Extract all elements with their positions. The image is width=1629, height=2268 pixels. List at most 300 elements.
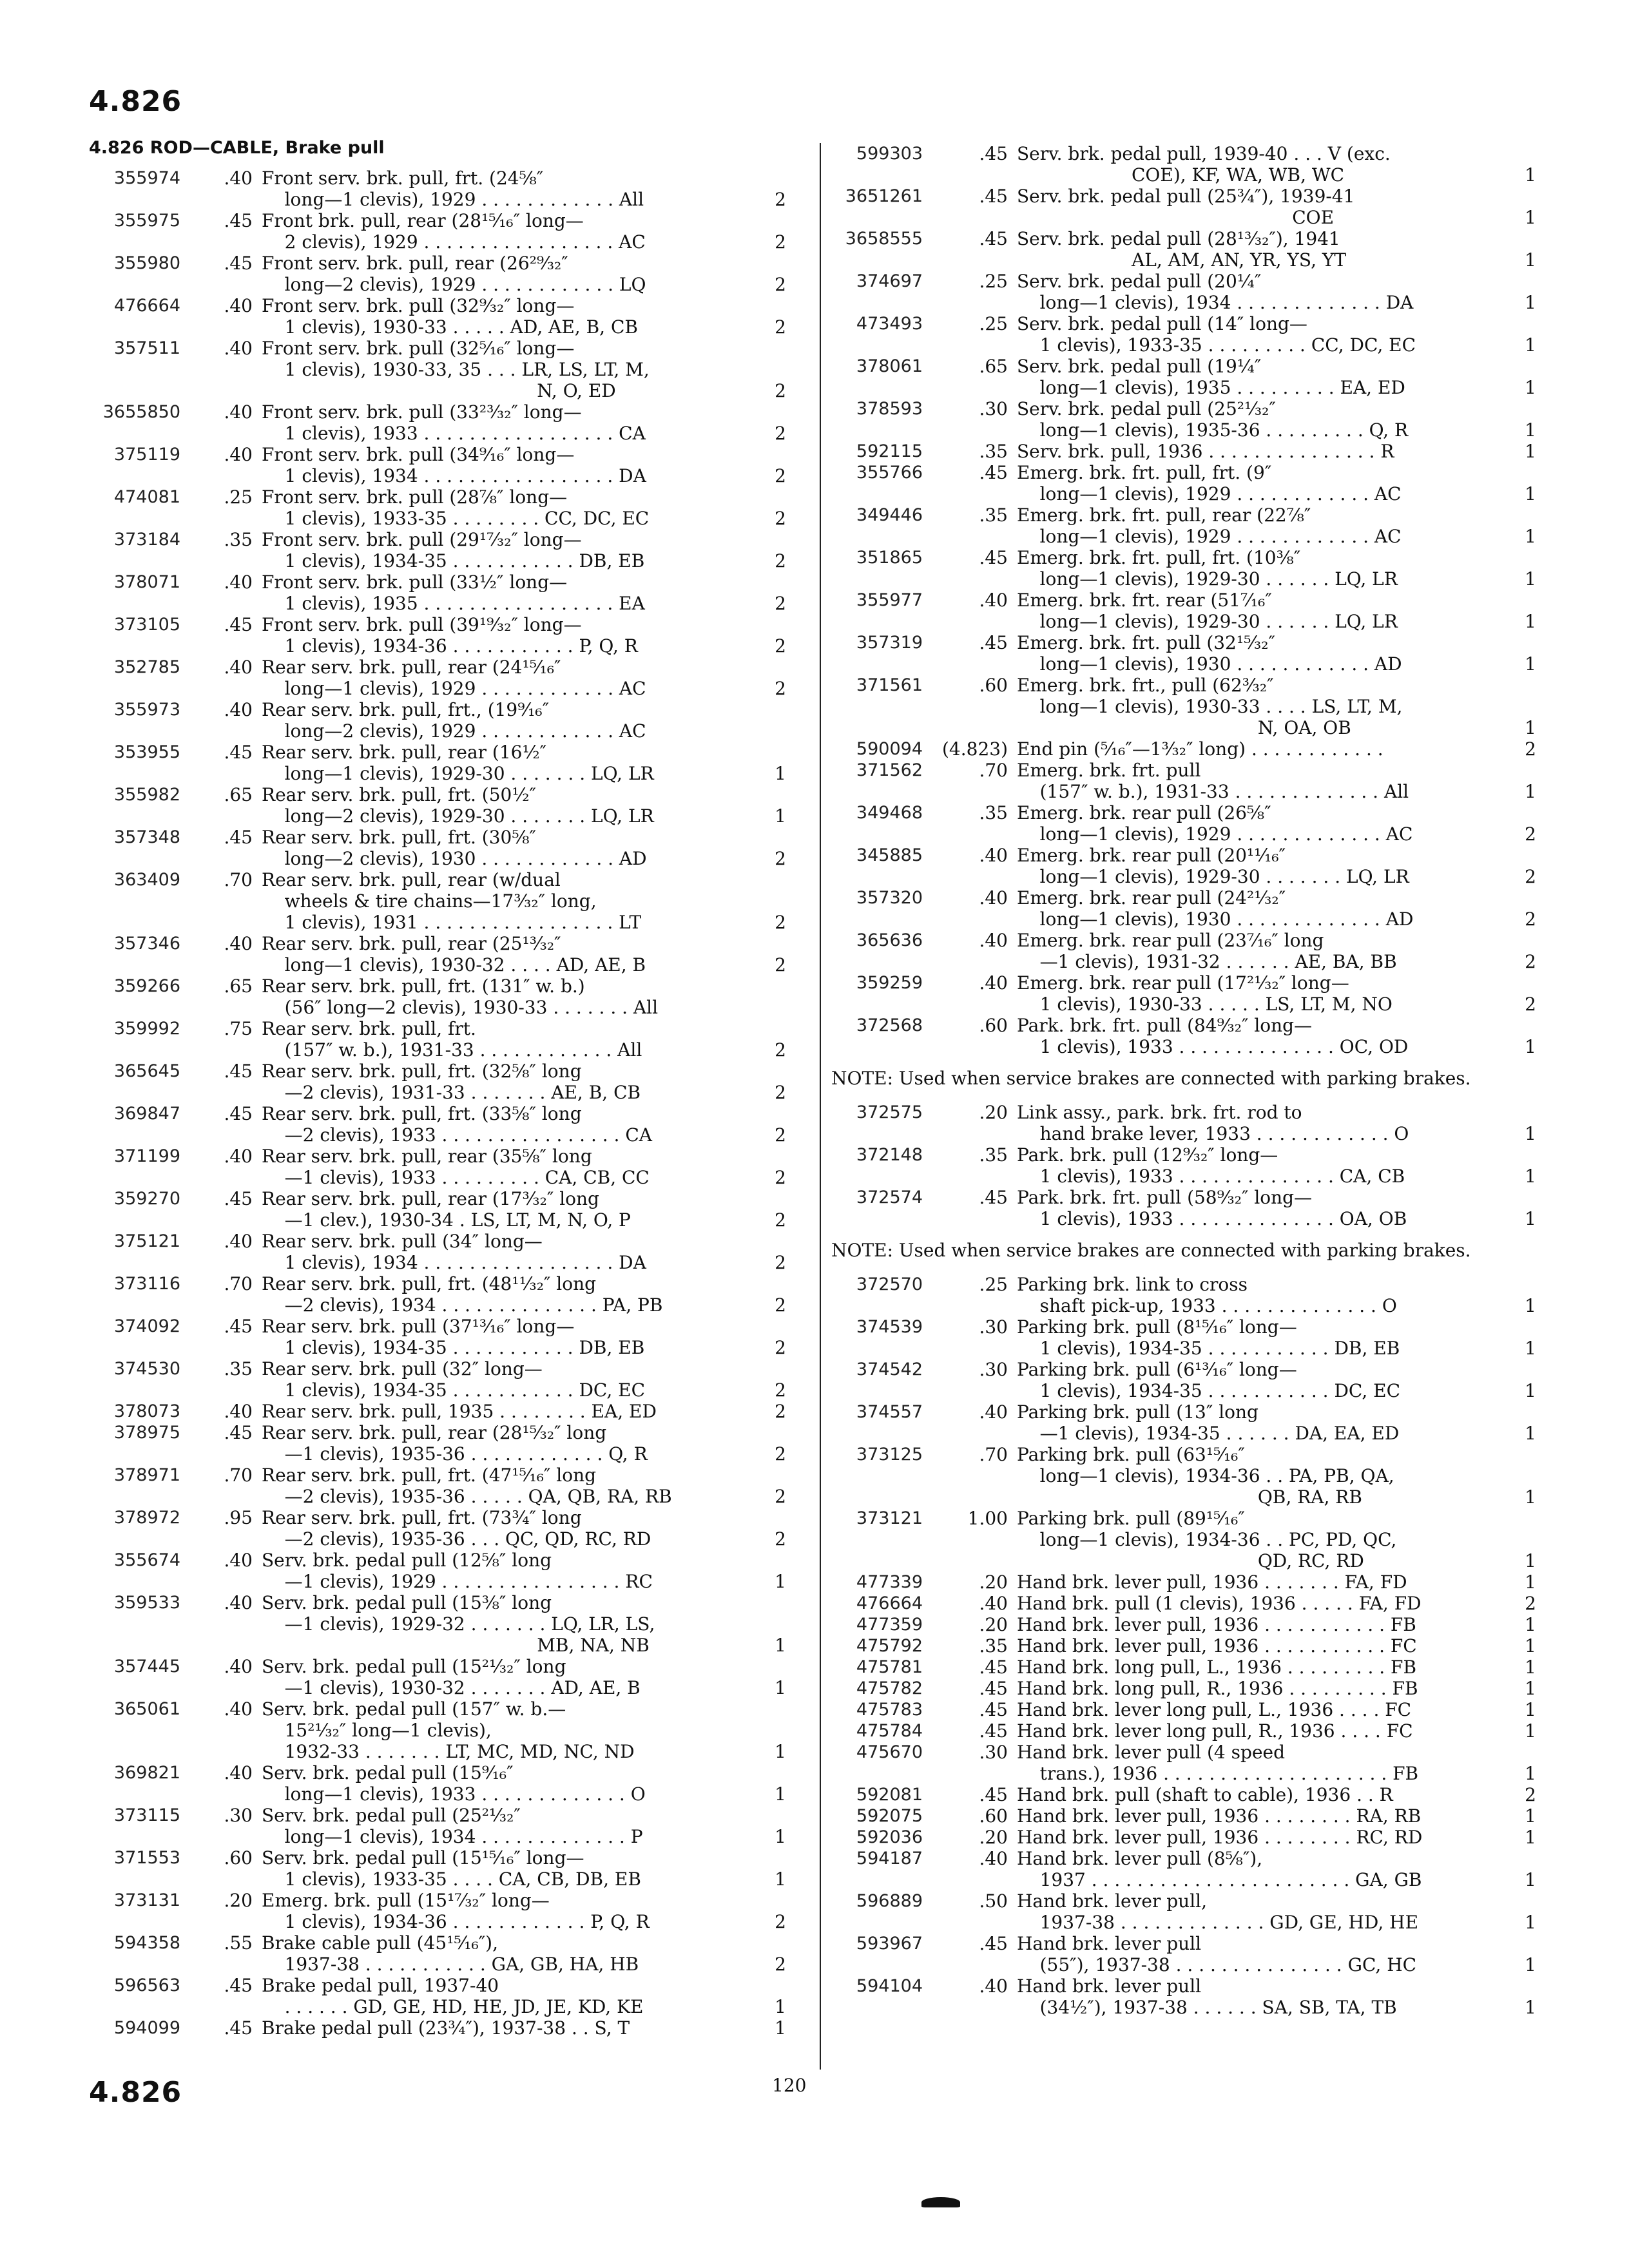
parts-entry — [89, 827, 804, 869]
parts-entry — [89, 657, 804, 699]
description-line: (157″ w. b.), 1931-33 . . . . . . . . . . . . . All — [1017, 781, 1409, 802]
quantity: 1 — [1525, 1550, 1536, 1571]
part-number: 594187 — [856, 1849, 923, 1869]
description-line: Rear serv. brk. pull (37¹³⁄₁₆″ long— — [262, 1316, 575, 1337]
description-line: Rear serv. brk. pull, rear (17³⁄₃₂″ long — [262, 1188, 599, 1209]
quantity: 2 — [775, 1911, 786, 1932]
part-description — [262, 614, 751, 657]
quantity: 2 — [775, 678, 786, 699]
quantity: 2 — [775, 1124, 786, 1146]
description-line: 1 clevis), 1934-35 . . . . . . . . . . . DB, EB — [262, 1337, 645, 1358]
quantity: 1 — [1525, 1166, 1536, 1187]
quantity: 1 — [775, 1741, 786, 1762]
description-line: Hand brk. lever long pull, R., 1936 . . . . FC — [1017, 1720, 1413, 1742]
description-line: 1 clevis), 1935 . . . . . . . . . . . . . . . . . EA — [262, 593, 645, 614]
part-number: 373105 — [113, 615, 180, 635]
part-number: 372568 — [856, 1015, 923, 1035]
description-line: Rear serv. brk. pull, frt. (30⅝″ — [262, 827, 536, 848]
part-number: 357445 — [113, 1657, 180, 1677]
quantity: 2 — [1525, 908, 1536, 930]
parts-entry — [831, 1742, 1540, 1784]
quantity: 1 — [1525, 1678, 1536, 1699]
quantity: 2 — [775, 316, 786, 338]
description-line: (56″ long—2 clevis), 1930-33 . . . . . . . All — [262, 997, 659, 1018]
group-number: .40 — [224, 1656, 253, 1677]
parts-entry — [89, 933, 804, 975]
quantity: 1 — [1525, 164, 1536, 186]
group-number: .40 — [979, 1593, 1008, 1614]
description-line: Front serv. brk. pull (33½″ long— — [262, 572, 568, 593]
description-line: 1 clevis), 1934 . . . . . . . . . . . . . . . . . DA — [262, 465, 646, 486]
part-description — [262, 1890, 751, 1932]
part-number: 596889 — [856, 1891, 923, 1911]
parts-entry — [831, 1593, 1540, 1614]
group-number: .40 — [224, 572, 253, 593]
parts-entry — [831, 1784, 1540, 1805]
quantity: 2 — [1525, 866, 1536, 887]
parts-entry — [89, 614, 804, 657]
part-number: 378071 — [113, 572, 180, 592]
part-description — [1017, 1848, 1501, 1890]
description-line: Emerg. brk. frt., pull (62³⁄₃₂″ — [1017, 675, 1274, 696]
part-description — [262, 1847, 751, 1890]
quantity: 1 — [1525, 526, 1536, 547]
parts-entry — [831, 547, 1540, 590]
part-description — [1017, 590, 1501, 632]
description-line: —2 clevis), 1935-36 . . . QC, QD, RC, RD — [262, 1528, 651, 1550]
parts-entry — [831, 462, 1540, 505]
part-description — [262, 869, 751, 933]
part-description — [1017, 1890, 1501, 1933]
description-line: —1 clevis), 1931-32 . . . . . . AE, BA, BB — [1017, 951, 1397, 972]
quantity: 2 — [775, 508, 786, 529]
group-number: (4.823) — [941, 738, 1008, 760]
description-line: 1932-33 . . . . . . . LT, MC, MD, NC, ND — [262, 1741, 635, 1762]
description-line: long—1 clevis), 1929-30 . . . . . . . LQ, LR — [1017, 866, 1409, 887]
group-number: .40 — [224, 401, 253, 423]
part-description — [1017, 972, 1501, 1015]
quantity: 1 — [775, 1996, 786, 2017]
parts-entry — [831, 1805, 1540, 1827]
group-number: .35 — [979, 1144, 1008, 1166]
part-description — [1017, 632, 1501, 675]
description-line: (34½″), 1937-38 . . . . . . SA, SB, TA, TB — [1017, 1997, 1397, 2018]
description-line: Emerg. brk. rear pull (24²¹⁄₃₂″ — [1017, 887, 1286, 908]
description-line: 15²¹⁄₃₂″ long—1 clevis), — [262, 1720, 492, 1741]
description-line: Serv. brk. pedal pull (19¼″ — [1017, 356, 1262, 377]
group-number: .45 — [224, 210, 253, 231]
part-number: 373184 — [113, 530, 180, 550]
description-line: 1 clevis), 1933-35 . . . . . . . . CC, DC, EC — [262, 508, 650, 529]
parts-entry — [89, 1358, 804, 1401]
quantity: 2 — [775, 1954, 786, 1975]
part-description — [262, 1422, 751, 1465]
description-line: 1 clevis), 1930-33, 35 . . . LR, LS, LT, M, — [262, 359, 650, 380]
description-line: Rear serv. brk. pull, frt., (19⁹⁄₁₆″ — [262, 699, 550, 720]
part-description — [262, 1018, 751, 1061]
quantity: 1 — [1525, 1657, 1536, 1678]
group-number: .40 — [224, 1762, 253, 1783]
part-description — [1017, 1187, 1501, 1229]
part-number: 355766 — [856, 463, 923, 483]
description-line: Rear serv. brk. pull, frt. (73¾″ long — [262, 1507, 582, 1528]
part-number: 374092 — [113, 1316, 180, 1336]
description-line: . . . . . . GD, GE, HD, HE, JD, JE, KD, KE — [262, 1996, 644, 2017]
quantity: 1 — [1525, 781, 1536, 802]
parts-entry — [831, 228, 1540, 271]
part-number: 359992 — [113, 1019, 180, 1039]
part-number: 594104 — [856, 1976, 923, 1996]
parts-entry — [89, 1805, 804, 1847]
quantity: 1 — [1525, 717, 1536, 738]
part-description — [1017, 1593, 1501, 1614]
parts-entry — [831, 1187, 1540, 1229]
parts-entry — [831, 1102, 1540, 1144]
part-number: 365061 — [113, 1699, 180, 1719]
description-line: 1 clevis), 1930-33 . . . . . LS, LT, M, NO — [1017, 994, 1393, 1015]
group-number: .45 — [979, 1187, 1008, 1208]
part-number: 372148 — [856, 1145, 923, 1165]
parts-entry — [831, 505, 1540, 547]
group-number: .40 — [224, 1550, 253, 1571]
quantity: 2 — [775, 593, 786, 614]
parts-entry — [831, 1316, 1540, 1359]
part-description — [1017, 1933, 1501, 1975]
description-line: long—1 clevis), 1929 . . . . . . . . . . . . AC — [262, 678, 646, 699]
part-description — [262, 1975, 751, 2017]
part-number: 357346 — [113, 934, 180, 954]
part-number: 3658555 — [845, 229, 923, 249]
parts-entry — [831, 1890, 1540, 1933]
group-number: .45 — [979, 1784, 1008, 1805]
parts-entry — [831, 1699, 1540, 1720]
description-line: Emerg. brk. frt. pull, frt. (9″ — [1017, 462, 1272, 483]
description-line: Parking brk. pull (13″ long — [1017, 1401, 1258, 1423]
group-number: .55 — [224, 1932, 253, 1954]
part-number: 371199 — [113, 1146, 180, 1166]
part-number: 369847 — [113, 1104, 180, 1124]
part-number: 475670 — [856, 1742, 923, 1762]
part-description — [262, 1146, 751, 1188]
part-description — [1017, 228, 1501, 271]
description-line: Emerg. brk. rear pull (20¹¹⁄₁₆″ — [1017, 845, 1286, 866]
parts-entry — [89, 1273, 804, 1316]
part-number: 349446 — [856, 505, 923, 525]
part-description — [1017, 738, 1501, 760]
parts-entry — [831, 887, 1540, 930]
part-description — [262, 827, 751, 869]
part-description — [1017, 1805, 1501, 1827]
part-number: 374542 — [856, 1360, 923, 1379]
description-line: Hand brk. long pull, R., 1936 . . . . . . . . . FB — [1017, 1678, 1418, 1699]
part-number: 363409 — [113, 870, 180, 890]
description-line: long—2 clevis), 1929 . . . . . . . . . . . . LQ — [262, 274, 646, 295]
parts-entry — [831, 1015, 1540, 1057]
description-line: hand brake lever, 1933 . . . . . . . . . . . . O — [1017, 1123, 1409, 1144]
description-line: N, O, ED — [262, 380, 616, 401]
part-description — [262, 529, 751, 572]
part-description — [1017, 1614, 1501, 1635]
quantity: 1 — [1525, 1571, 1536, 1593]
group-number: .30 — [979, 1359, 1008, 1380]
parts-entry — [831, 675, 1540, 738]
description-line: Rear serv. brk. pull, rear (35⅝″ long — [262, 1146, 592, 1167]
part-description — [262, 1762, 751, 1805]
quantity: 2 — [775, 274, 786, 295]
quantity: 2 — [775, 1486, 786, 1507]
group-number: .40 — [979, 1401, 1008, 1423]
description-line: Park. brk. frt. pull (58⁹⁄₃₂″ long— — [1017, 1187, 1313, 1208]
quantity: 2 — [775, 1443, 786, 1465]
part-number: 378972 — [113, 1508, 180, 1528]
description-line: long—1 clevis), 1934 . . . . . . . . . . . . . P — [262, 1826, 643, 1847]
page-number: 120 — [772, 2075, 807, 2096]
description-line: Parking brk. pull (63¹⁵⁄₁₆″ — [1017, 1444, 1245, 1465]
quantity: 1 — [1525, 568, 1536, 590]
parts-entry — [89, 1316, 804, 1358]
description-line: Link assy., park. brk. frt. rod to — [1017, 1102, 1302, 1123]
group-number: .60 — [979, 675, 1008, 696]
group-number: .40 — [224, 295, 253, 316]
part-description — [262, 444, 751, 486]
description-line: Front brk. pull, rear (28¹⁵⁄₁₆″ long— — [262, 210, 584, 231]
description-line: Hand brk. lever pull (4 speed — [1017, 1742, 1286, 1763]
description-line: Emerg. brk. rear pull (26⅝″ — [1017, 802, 1271, 823]
part-description — [262, 1316, 751, 1358]
description-line: Parking brk. pull (8¹⁵⁄₁₆″ long— — [1017, 1316, 1297, 1338]
description-line: (157″ w. b.), 1931-33 . . . . . . . . . . . . All — [262, 1039, 642, 1061]
part-number: 357319 — [856, 633, 923, 653]
part-description — [1017, 186, 1501, 228]
quantity: 1 — [1525, 1805, 1536, 1827]
description-line: Front serv. brk. pull, rear (26²⁹⁄₃₂″ — [262, 253, 568, 274]
part-number: 355980 — [113, 253, 180, 273]
page-footer-number: 4.826 — [89, 2076, 182, 2109]
description-line: Emerg. brk. pull (15¹⁷⁄₃₂″ long— — [262, 1890, 550, 1911]
group-number: .20 — [979, 1614, 1008, 1635]
quantity: 1 — [1525, 1912, 1536, 1933]
description-line: long—1 clevis), 1930-33 . . . . LS, LT, M, — [1017, 696, 1403, 717]
description-line: Rear serv. brk. pull, rear (w/dual — [262, 869, 561, 890]
quantity: 1 — [1525, 1954, 1536, 1975]
parts-entry — [89, 1188, 804, 1231]
quantity: 1 — [1525, 1423, 1536, 1444]
description-line: 1 clevis), 1934 . . . . . . . . . . . . . . . . . DA — [262, 1252, 646, 1273]
part-description — [1017, 1720, 1501, 1742]
group-number: .30 — [979, 1742, 1008, 1763]
description-line: Serv. brk. pedal pull (157″ w. b.— — [262, 1698, 566, 1720]
description-line: 1 clevis), 1933 . . . . . . . . . . . . . . OA, OB — [1017, 1208, 1407, 1229]
group-number: .30 — [979, 398, 1008, 419]
group-number: .75 — [224, 1018, 253, 1039]
parts-entry — [89, 1146, 804, 1188]
description-line: long—1 clevis), 1929-30 . . . . . . LQ, LR — [1017, 568, 1398, 590]
description-line: Serv. brk. pedal pull (15⅜″ long — [262, 1592, 552, 1613]
quantity: 2 — [1525, 1593, 1536, 1614]
group-number: .35 — [224, 1358, 253, 1379]
description-line: Emerg. brk. rear pull (17²¹⁄₃₂″ long— — [1017, 972, 1349, 994]
description-line: 1937 . . . . . . . . . . . . . . . . . . . . . . . GA, GB — [1017, 1869, 1422, 1890]
part-number: 590094 — [856, 739, 923, 759]
description-line: 1 clevis), 1933-35 . . . . CA, CB, DB, EB — [262, 1869, 641, 1890]
part-number: 475782 — [856, 1678, 923, 1698]
part-description — [262, 742, 751, 784]
parts-entry — [89, 486, 804, 529]
part-number: 3655850 — [102, 402, 180, 422]
group-number: .45 — [224, 614, 253, 635]
description-line: Parking brk. pull (6¹³⁄₁₆″ long— — [1017, 1359, 1297, 1380]
description-line: Serv. brk. pedal pull (12⅝″ long — [262, 1550, 552, 1571]
parts-entry — [831, 1274, 1540, 1316]
group-number: .35 — [224, 529, 253, 550]
parts-entry — [89, 975, 804, 1018]
description-line: (55″), 1937-38 . . . . . . . . . . . . . . . GC, HC — [1017, 1954, 1417, 1975]
description-line: —1 clev.), 1930-34 . LS, LT, M, N, O, P — [262, 1209, 631, 1231]
description-line: Emerg. brk. frt. pull, frt. (10⅜″ — [1017, 547, 1301, 568]
description-line: Serv. brk. pedal pull (25²¹⁄₃₂″ — [1017, 398, 1276, 419]
part-number: 373121 — [856, 1508, 923, 1528]
description-line: Parking brk. pull (89¹⁵⁄₁₆″ — [1017, 1508, 1245, 1529]
description-line: long—1 clevis), 1929 . . . . . . . . . . . . All — [262, 189, 644, 210]
parts-entry — [831, 1975, 1540, 2018]
part-description — [1017, 1742, 1501, 1784]
part-number: 592115 — [856, 441, 923, 461]
description-line: Hand brk. lever pull, 1936 . . . . . . . . . . . FB — [1017, 1614, 1416, 1635]
part-description — [262, 1805, 751, 1847]
description-line: 1 clevis), 1933-35 . . . . . . . . . CC, DC, EC — [1017, 334, 1416, 356]
description-line: long—1 clevis), 1933 . . . . . . . . . . . . . O — [262, 1783, 646, 1805]
parts-entry — [831, 356, 1540, 398]
group-number: .45 — [224, 827, 253, 848]
description-line: long—1 clevis), 1930-32 . . . . AD, AE, B — [262, 954, 646, 975]
quantity: 1 — [1525, 653, 1536, 675]
part-number: 355974 — [113, 168, 180, 188]
description-line: —1 clevis), 1929 . . . . . . . . . . . . . . . . RC — [262, 1571, 653, 1592]
part-description — [1017, 760, 1501, 802]
part-number: 372570 — [856, 1274, 923, 1294]
description-line: Rear serv. brk. pull, rear (25¹³⁄₃₂″ — [262, 933, 561, 954]
quantity: 2 — [775, 1528, 786, 1550]
group-number: .35 — [979, 441, 1008, 462]
part-number: 378073 — [113, 1401, 180, 1421]
description-line: 1 clevis), 1934-35 . . . . . . . . . . . DC, EC — [262, 1379, 645, 1401]
group-number: .40 — [224, 1592, 253, 1613]
description-line: End pin (⁵⁄₁₆″—1³⁄₃₂″ long) . . . . . . . . . . . . — [1017, 738, 1383, 760]
description-line: COE — [1017, 207, 1335, 228]
group-number: .40 — [224, 657, 253, 678]
parts-entry — [89, 1507, 804, 1550]
group-number: .35 — [979, 505, 1008, 526]
parts-entry — [831, 1657, 1540, 1678]
group-number: .40 — [979, 972, 1008, 994]
quantity: 1 — [1525, 611, 1536, 632]
description-line: Rear serv. brk. pull, rear (28¹⁵⁄₃₂″ long — [262, 1422, 607, 1443]
group-number: .40 — [979, 1975, 1008, 1997]
group-number: .45 — [224, 1103, 253, 1124]
description-line: Hand brk. lever pull — [1017, 1933, 1202, 1954]
description-line: Emerg. brk. rear pull (23⁷⁄₁₆″ long — [1017, 930, 1324, 951]
group-number: .70 — [979, 760, 1008, 781]
quantity: 1 — [1525, 207, 1536, 228]
group-number: .70 — [224, 869, 253, 890]
parts-entry — [831, 760, 1540, 802]
parts-entry — [89, 1422, 804, 1465]
parts-entry — [831, 802, 1540, 845]
part-number: 369821 — [113, 1763, 180, 1783]
part-description — [262, 1507, 751, 1550]
description-line: Serv. brk. pedal pull (25¾″), 1939-41 — [1017, 186, 1355, 207]
left-column — [89, 168, 804, 2039]
description-line: 1 clevis), 1933 . . . . . . . . . . . . . . . . . CA — [262, 423, 646, 444]
quantity: 1 — [1525, 249, 1536, 271]
quantity: 1 — [1525, 1997, 1536, 2018]
group-number: .25 — [224, 486, 253, 508]
parts-entry — [89, 1975, 804, 2017]
part-description — [1017, 1975, 1501, 2018]
description-line: —1 clevis), 1933 . . . . . . . . . CA, CB, CC — [262, 1167, 650, 1188]
description-line: MB, NA, NB — [262, 1635, 650, 1656]
group-number: .45 — [979, 462, 1008, 483]
part-description — [1017, 313, 1501, 356]
group-number: .60 — [224, 1847, 253, 1869]
parts-entry — [89, 253, 804, 295]
parts-entry — [89, 572, 804, 614]
part-description — [262, 401, 751, 444]
description-line: 1 clevis), 1934-35 . . . . . . . . . . . DC, EC — [1017, 1380, 1400, 1401]
parts-entry — [89, 1061, 804, 1103]
description-line: Hand brk. lever pull, 1936 . . . . . . . . RA, RB — [1017, 1805, 1422, 1827]
parts-entry — [89, 1762, 804, 1805]
part-number: 352785 — [113, 657, 180, 677]
description-line: long—1 clevis), 1934-36 . . PA, PB, QA, — [1017, 1465, 1394, 1486]
section-title: 4.826 ROD—CABLE, Brake pull — [89, 138, 385, 158]
description-line: Brake pedal pull (23¾″), 1937-38 . . S, T — [262, 2017, 630, 2039]
part-number: 365636 — [856, 930, 923, 950]
quantity: 2 — [775, 1082, 786, 1103]
quantity: 1 — [1525, 1827, 1536, 1848]
quantity: 2 — [775, 1294, 786, 1316]
description-line: Front serv. brk. pull (32⁹⁄₃₂″ long— — [262, 295, 575, 316]
group-number: .45 — [224, 742, 253, 763]
part-description — [1017, 802, 1501, 845]
part-number: 372574 — [856, 1187, 923, 1207]
part-number: 359266 — [113, 976, 180, 996]
part-number: 378971 — [113, 1465, 180, 1485]
quantity: 2 — [775, 1252, 786, 1273]
description-line: Hand brk. pull (1 clevis), 1936 . . . . . FA, FD — [1017, 1593, 1422, 1614]
description-line: Park. brk. pull (12⁹⁄₃₂″ long— — [1017, 1144, 1278, 1166]
parts-entry — [89, 338, 804, 401]
part-description — [1017, 1401, 1501, 1444]
parts-entry — [831, 1144, 1540, 1187]
part-description — [1017, 1015, 1501, 1057]
ink-smudge — [921, 2197, 960, 2207]
description-line: Rear serv. brk. pull, frt. (47¹⁵⁄₁₆″ long — [262, 1465, 597, 1486]
description-line: long—1 clevis), 1934-36 . . PC, PD, QC, — [1017, 1529, 1397, 1550]
parts-entry — [831, 313, 1540, 356]
group-number: .70 — [979, 1444, 1008, 1465]
description-line: Parking brk. link to cross — [1017, 1274, 1248, 1295]
description-line: trans.), 1936 . . . . . . . . . . . . . . . . . . . . FB — [1017, 1763, 1419, 1784]
part-description — [1017, 1635, 1501, 1657]
part-description — [262, 784, 751, 827]
part-description — [1017, 441, 1501, 462]
parts-entry — [831, 271, 1540, 313]
note-service-brakes-1: NOTE: Used when service brakes are connected with parking brakes. — [831, 1068, 1471, 1089]
part-number: 477359 — [856, 1615, 923, 1635]
parts-entry — [89, 869, 804, 933]
part-number: 594358 — [113, 1933, 180, 1953]
